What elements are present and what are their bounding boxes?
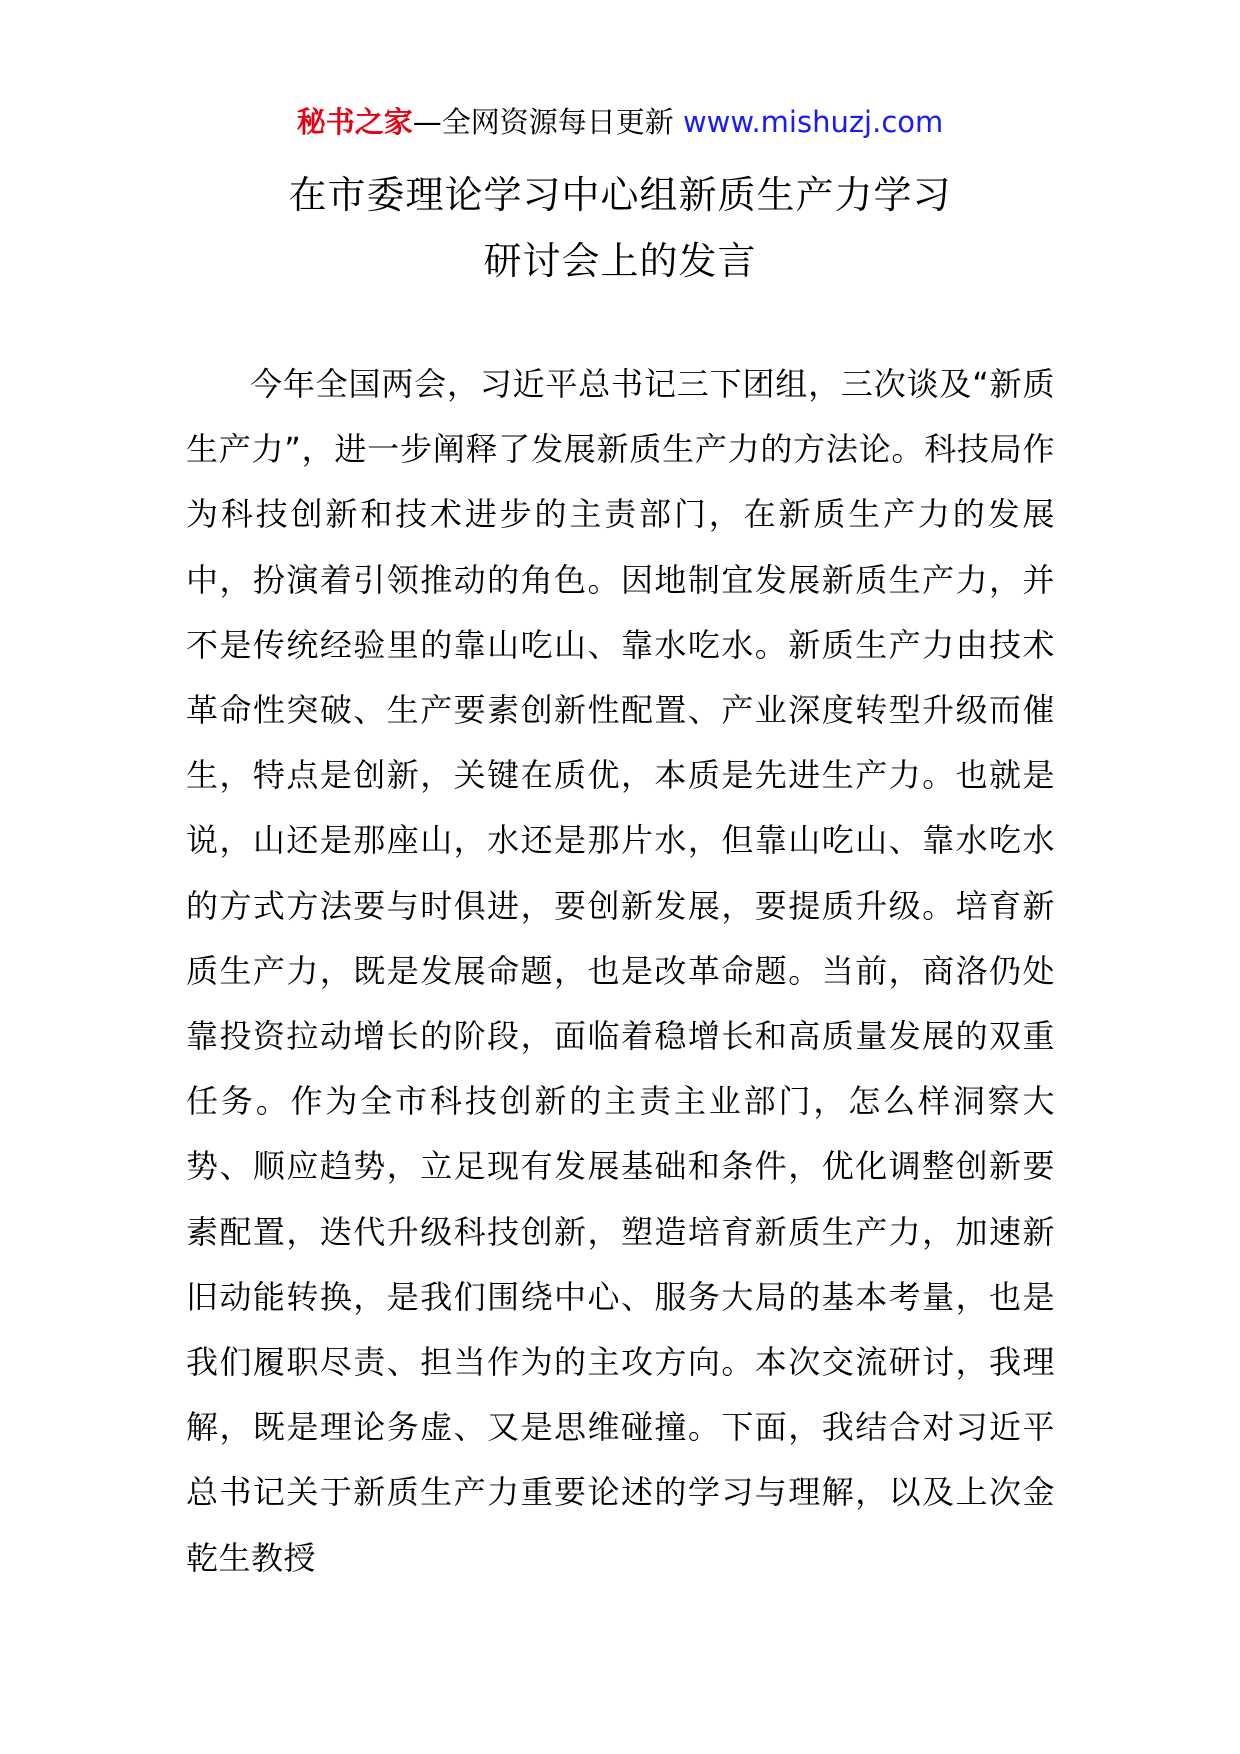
document-title-line-1: 在市委理论学习中心组新质生产力学习 (288, 173, 952, 217)
document-title (0, 162, 1240, 294)
body-paragraph: 今年全国两会，习近平总书记三下团组，三次谈及“新质生产力”，进一步阐释了发展新质生产力的方法论。科技局作为科技创新和技术进步的主责部门，在新质生产力的发展中，扮演着引领推动的角色。因地制宜发展新质生产力，并不是传统经验里的靠山吃山、靠水吃水。新质生产力由技术革命性突破、生产要素创新性配置、产业深度转型升级而催生，特点是创新，关键在质优，本质是先进生产力。也就是说，山还是那座山，水还是那片水，但靠山吃山、靠水吃水的方式方法要与时俱进，要创新发展，要提质升级。培育新质生产力，既是发展命题，也是改革命题。当前，商洛仍处靠投资拉动增长的阶段，面临着稳增长和高质量发展的双重任务。作为全市科技创新的主责主业部门，怎么样洞察大势、顺应趋势，立足现有发展基础和条件，优化调整创新要素配置，迭代升级科技创新，塑造培育新质生产力，加速新旧动能转换，是我们围绕中心、服务大局的基本考量，也是我们履职尽责、担当作为的主攻方向。本次交流研讨，我理解，既是理论务虚、又是思维碰撞。下面，我结合对习近平总书记关于新质生产力重要论述的学习与理解，以及上次金乾生教授 (186, 365, 1055, 1577)
site-url-link[interactable]: www.mishuzj.com (682, 105, 944, 139)
document-title-line-2: 研讨会上的发言 (483, 239, 757, 283)
site-brand: 秘书之家 (296, 105, 413, 139)
site-header (0, 100, 1240, 144)
site-tagline: —全网资源每日更新 (412, 105, 683, 139)
